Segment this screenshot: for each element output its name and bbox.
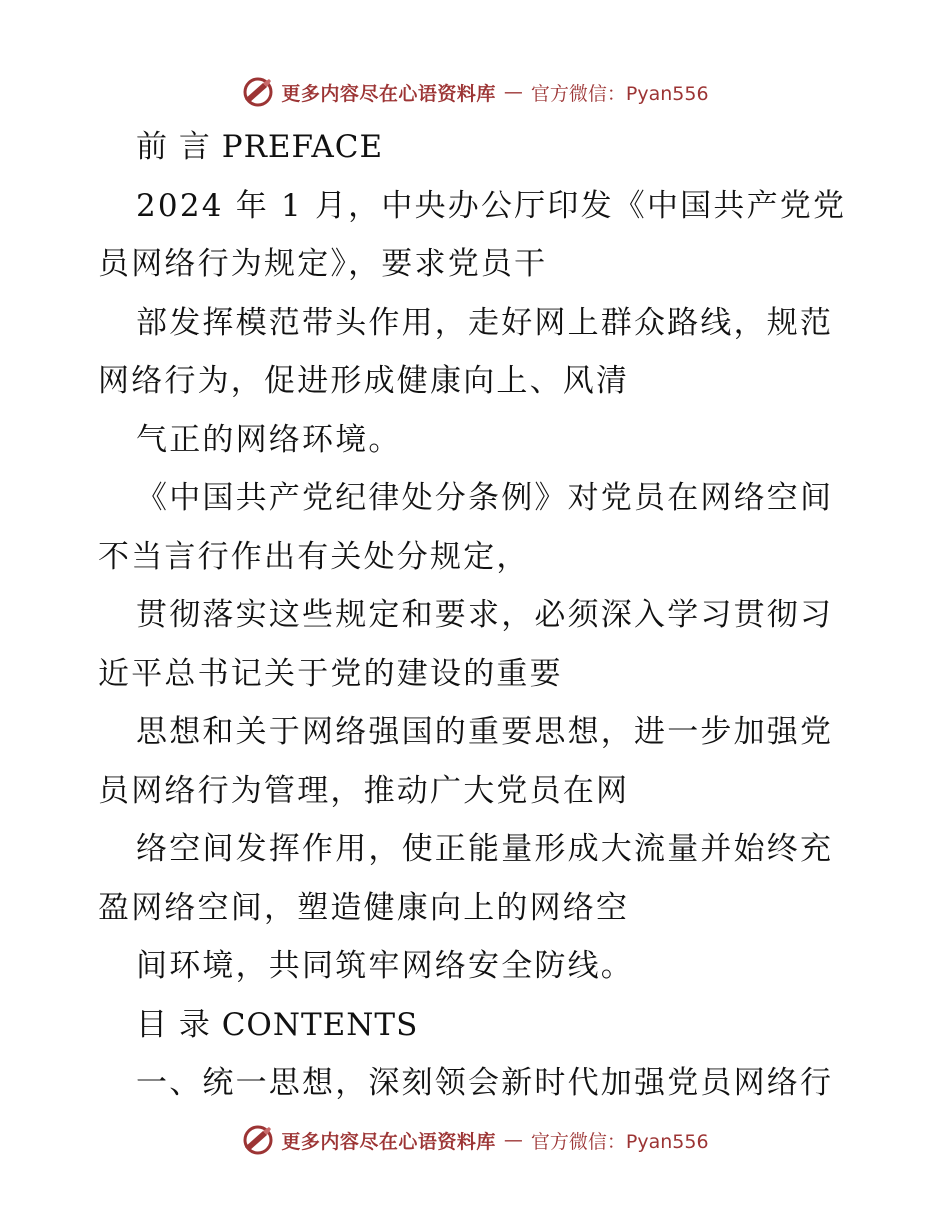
pen-circle-icon <box>241 1123 275 1157</box>
toc-item: 一、统一思想，深刻领会新时代加强党员网络行 <box>136 1065 834 1101</box>
paragraph-line: 贯彻落实这些规定和要求，必须深入学习贯彻习 <box>136 597 834 633</box>
paragraph-line: 络空间发挥作用，使正能量形成大流量并始终充 <box>136 831 834 867</box>
pen-circle-icon <box>241 75 275 109</box>
banner-wechat: 官方微信：Pyan556 <box>530 82 709 105</box>
paragraph-line: 员网络行为管理，推动广大党员在网 <box>98 772 630 809</box>
contents-heading: 目 录 CONTENTS <box>136 1006 419 1043</box>
paragraph-line: 部发挥模范带头作用，走好网上群众路线，规范 <box>136 304 834 341</box>
banner-title: 更多内容尽在心语资料库 <box>281 1130 496 1153</box>
paragraph-line: 间环境，共同筑牢网络安全防线。 <box>136 948 634 984</box>
paragraph-line: 《中国共产党纪律处分条例》对党员在网络空间 <box>136 480 834 516</box>
paragraph-line: 盈网络空间，塑造健康向上的网络空 <box>98 889 630 926</box>
paragraph-line: 不当言行作出有关处分规定， <box>98 538 530 575</box>
banner-dash: — <box>503 81 523 103</box>
paragraph-line: 2024 年 1 月，中央办公厅印发《中国共产党党 <box>136 187 847 224</box>
paragraph-line: 网络行为，促进形成健康向上、风清 <box>98 363 630 399</box>
header-banner <box>0 72 950 112</box>
banner-dash: — <box>503 1129 523 1151</box>
paragraph-line: 气正的网络环境。 <box>136 421 402 458</box>
preface-heading: 前 言 PREFACE <box>136 129 384 165</box>
banner-title: 更多内容尽在心语资料库 <box>281 82 496 105</box>
paragraph-line: 思想和关于网络强国的重要思想，进一步加强党 <box>136 714 834 750</box>
paragraph-line: 近平总书记关于党的建设的重要 <box>98 655 563 692</box>
paragraph-line: 员网络行为规定》，要求党员干 <box>98 246 548 282</box>
banner-wechat: 官方微信：Pyan556 <box>530 1130 709 1153</box>
footer-banner <box>0 1120 950 1160</box>
document-body <box>98 118 858 1113</box>
